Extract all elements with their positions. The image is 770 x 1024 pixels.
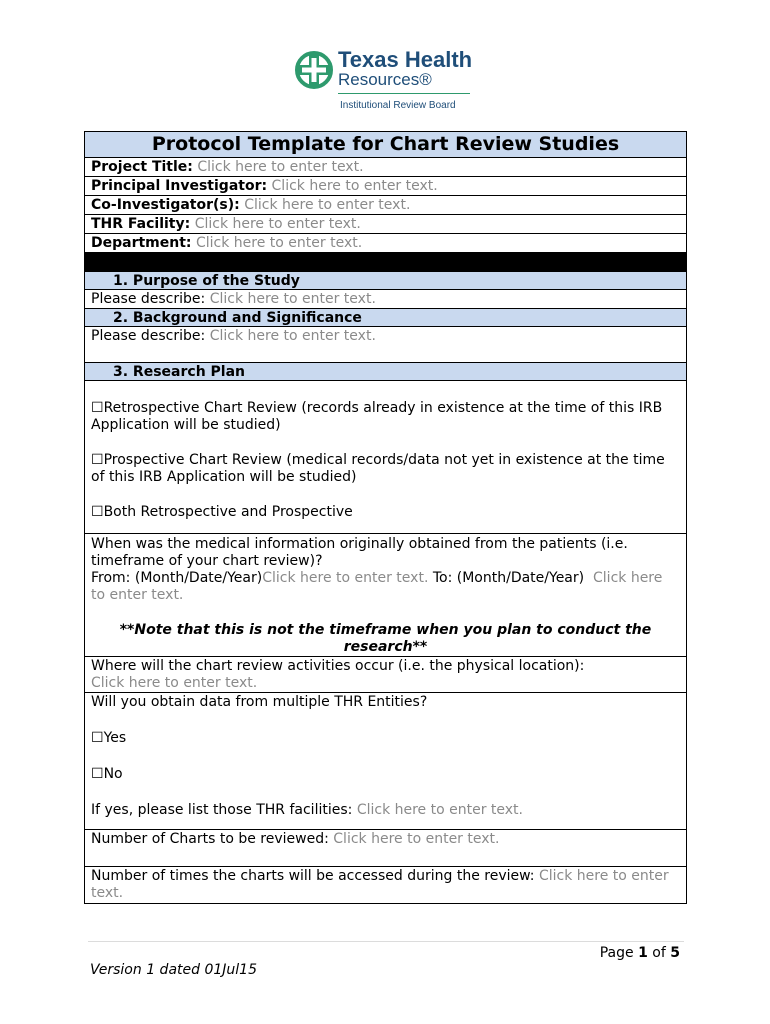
- timeframe-row: [85, 533, 686, 656]
- section-divider-bar: [85, 252, 686, 271]
- logo-subtitle: Resources®: [338, 70, 432, 89]
- option-yes[interactable]: [91, 730, 680, 747]
- field-project-title: [85, 157, 686, 176]
- from-date-input[interactable]: Click here to enter text.: [262, 570, 429, 586]
- background-row: [85, 326, 686, 362]
- option-both[interactable]: [91, 504, 680, 521]
- logo-name: Texas Health: [338, 47, 473, 72]
- no-label: No: [103, 766, 123, 782]
- field-label: Principal Investigator:: [91, 178, 268, 194]
- num-charts-label: Number of Charts to be reviewed:: [91, 831, 329, 847]
- to-label: To: (Month/Date/Year): [432, 570, 585, 586]
- option-label: Both Retrospective and Prospective: [103, 504, 353, 520]
- location-row: [85, 656, 686, 692]
- timeframe-note: **Note that this is not the timeframe when you plan to conduct the research**: [119, 622, 652, 655]
- logo-divider: [338, 93, 470, 94]
- purpose-row: [85, 289, 686, 308]
- facilities-input[interactable]: Click here to enter text.: [356, 802, 524, 818]
- checkbox-icon[interactable]: ☐: [91, 766, 104, 782]
- timeframe-question: When was the medical information originally obtained from the patients (i.e. timeframe of your chart review)?: [91, 536, 628, 569]
- field-thr-facility: [85, 214, 686, 233]
- yes-label: Yes: [103, 730, 127, 746]
- study-type-options: [85, 380, 686, 533]
- logo-irb-label: Institutional Review Board: [340, 100, 456, 111]
- department-input[interactable]: Click here to enter text.: [195, 235, 363, 251]
- option-prospective[interactable]: [91, 452, 680, 486]
- checkbox-icon[interactable]: ☐: [91, 504, 104, 520]
- project-title-input[interactable]: Click here to enter text.: [197, 159, 364, 175]
- field-principal-investigator: [85, 176, 686, 195]
- section-background-heading: 2. Background and Significance: [85, 308, 686, 326]
- num-charts-row: [85, 829, 686, 866]
- from-label: From: (Month/Date/Year): [91, 570, 263, 586]
- field-department: [85, 233, 686, 252]
- thr-logo: [294, 44, 494, 116]
- field-label: THR Facility:: [91, 216, 191, 232]
- option-label: Retrospective Chart Review (records already in existence at the time of this IRB Application will be studied): [91, 400, 663, 433]
- page-prefix: Page: [599, 945, 634, 961]
- option-no[interactable]: [91, 766, 680, 783]
- footer-divider: [88, 941, 684, 942]
- checkbox-icon[interactable]: ☐: [91, 730, 104, 746]
- num-times-label: Number of times the charts will be accessed during the review:: [91, 868, 535, 884]
- location-question: Where will the chart review activities occur (i.e. the physical location):: [91, 658, 585, 674]
- option-label: Prospective Chart Review (medical records/data not yet in existence at the time of this IRB Application will be studied): [91, 452, 665, 485]
- page-of: of: [652, 945, 666, 961]
- version-label: Version 1 dated 01Jul15: [90, 962, 257, 978]
- field-co-investigators: [85, 195, 686, 214]
- purpose-input[interactable]: Click here to enter text.: [209, 291, 376, 307]
- timeframe-range: [91, 570, 680, 604]
- page-total: 5: [670, 945, 680, 961]
- checkbox-icon[interactable]: ☐: [91, 452, 104, 468]
- multiple-entities-row: [85, 692, 686, 829]
- section-purpose-heading: 1. Purpose of the Study: [85, 271, 686, 289]
- option-retrospective[interactable]: [91, 400, 680, 434]
- field-label: Department:: [91, 235, 192, 251]
- section-research-plan-heading: 3. Research Plan: [85, 362, 686, 380]
- page-current: 1: [638, 945, 648, 961]
- to-date-input[interactable]: Click here to enter text.: [91, 570, 663, 603]
- facilities-list: [91, 802, 680, 819]
- background-prompt: Please describe:: [91, 328, 206, 344]
- background-input[interactable]: Click here to enter text.: [209, 328, 376, 344]
- thr-facility-input[interactable]: Click here to enter text.: [194, 216, 361, 232]
- co-investigators-input[interactable]: Click here to enter text.: [244, 197, 411, 213]
- facilities-label: If yes, please list those THR facilities:: [91, 802, 353, 818]
- num-times-input[interactable]: Click here to enter text.: [91, 868, 669, 901]
- purpose-prompt: Please describe:: [91, 291, 206, 307]
- num-times-row: [85, 866, 686, 903]
- principal-investigator-input[interactable]: Click here to enter text.: [271, 178, 438, 194]
- location-input[interactable]: Click here to enter text.: [91, 675, 258, 691]
- field-label: Project Title:: [91, 159, 193, 175]
- checkbox-icon[interactable]: ☐: [91, 400, 104, 416]
- thr-cross-logo-icon: [294, 50, 334, 90]
- multiple-entities-question: Will you obtain data from multiple THR Entities?: [91, 694, 428, 710]
- page-number: [600, 945, 680, 961]
- form-title: Protocol Template for Chart Review Studies: [85, 132, 686, 157]
- field-label: Co-Investigator(s):: [91, 197, 240, 213]
- num-charts-input[interactable]: Click here to enter text.: [333, 831, 500, 847]
- protocol-form: [84, 131, 687, 904]
